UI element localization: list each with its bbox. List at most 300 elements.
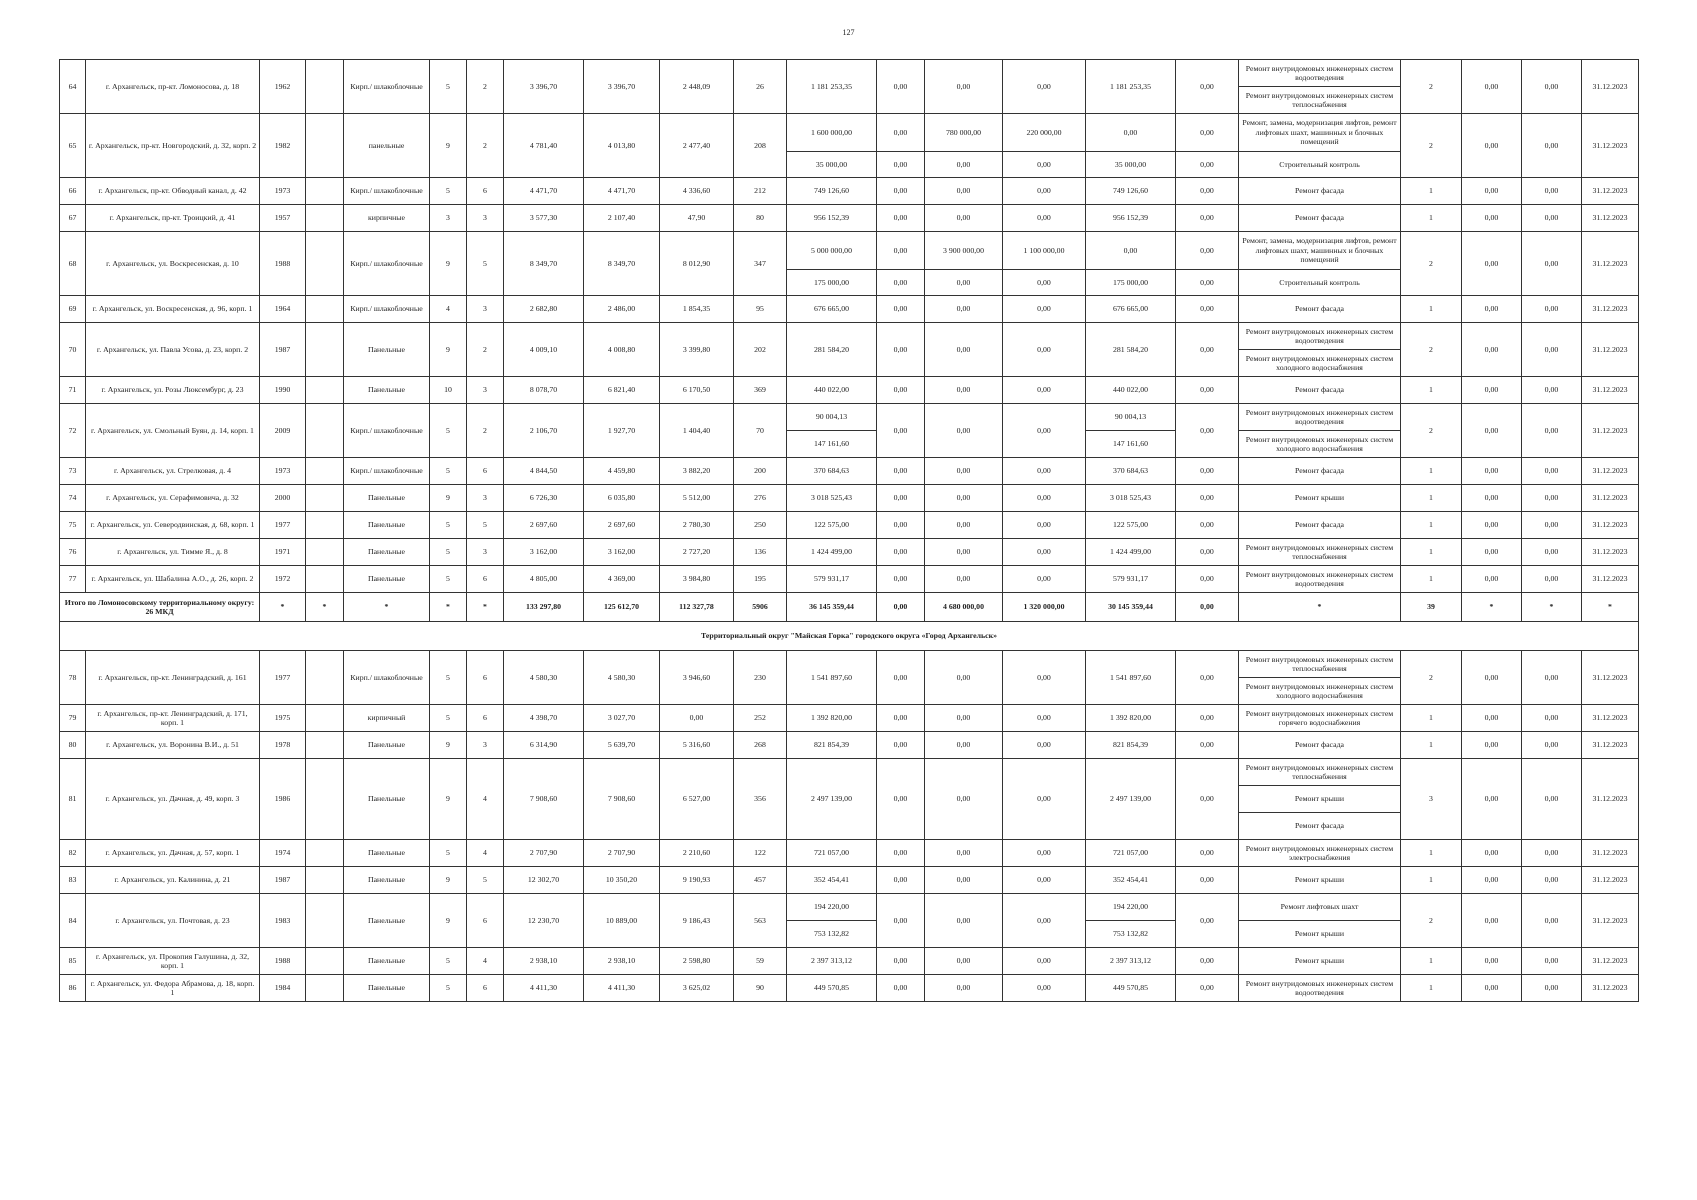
total-area-cell: 4 580,30 xyxy=(504,651,584,705)
living-area-cell: 7 908,60 xyxy=(584,759,660,840)
cost-other-cell: 0,00 xyxy=(1176,894,1239,948)
unit-cost-cell: 0,00 xyxy=(1462,178,1522,205)
empty-cell xyxy=(306,205,344,232)
cost-municipal-cell: 0,00 xyxy=(1003,759,1086,840)
cost-municipal-cell: 0,00 xyxy=(1003,840,1086,867)
residents-area-cell: 3 625,02 xyxy=(660,975,734,1002)
wall-material-cell: Кирп./ шлакоблочные xyxy=(344,458,430,485)
cost-fund-cell: 0,00 xyxy=(877,975,925,1002)
cost-other-cell: 0,00 xyxy=(1176,975,1239,1002)
cost-other-cell: 0,00 xyxy=(1176,404,1239,458)
max-unit-cost-cell: 0,00 xyxy=(1522,60,1582,114)
residents-count-cell: 457 xyxy=(734,867,787,894)
floors-cell: 9 xyxy=(430,732,467,759)
cost-total-cell: 749 126,60 xyxy=(787,178,877,205)
wall-material-cell: Панельные xyxy=(344,512,430,539)
cost-regional-cell: 0,00 xyxy=(925,377,1003,404)
empty-cell xyxy=(306,566,344,593)
address-cell: г. Архангельск, ул. Стрелковая, д. 4 xyxy=(86,458,260,485)
cost-municipal-cell: 0,00 xyxy=(1003,485,1086,512)
entrances-cell: 4 xyxy=(467,840,504,867)
table-row xyxy=(60,458,1639,485)
cost-fund-cell: 0,00 xyxy=(877,205,925,232)
residents-count-cell: 202 xyxy=(734,323,787,377)
residents-area-cell: 3 984,80 xyxy=(660,566,734,593)
cost-municipal-cell: 220 000,00 xyxy=(1003,114,1086,152)
work-type-cell: Ремонт внутридомовых инженерных систем водоотведения xyxy=(1239,566,1401,593)
cost-total-cell: 1 600 000,00 xyxy=(787,114,877,152)
residents-area-cell: 9 190,93 xyxy=(660,867,734,894)
work-type-cell: Ремонт внутридомовых инженерных систем холодного водоснабжения xyxy=(1239,431,1401,458)
work-type-cell: Ремонт фасада xyxy=(1239,512,1401,539)
cost-other-cell: 0,00 xyxy=(1176,323,1239,377)
row-number: 72 xyxy=(60,404,86,458)
cost-fund-cell: 0,00 xyxy=(877,404,925,458)
living-area-cell: 4 471,70 xyxy=(584,178,660,205)
cost-owners-cell: 2 397 313,12 xyxy=(1086,948,1176,975)
residents-count-cell: 250 xyxy=(734,512,787,539)
cost-total-cell: 721 057,00 xyxy=(787,840,877,867)
cost-total-cell: 175 000,00 xyxy=(787,270,877,296)
entrances-cell: 2 xyxy=(467,404,504,458)
cost-other-cell: 0,00 xyxy=(1176,232,1239,270)
unit-cost-cell: 0,00 xyxy=(1462,948,1522,975)
cost-other-cell: 0,00 xyxy=(1176,485,1239,512)
cost-owners-cell: 281 584,20 xyxy=(1086,323,1176,377)
entrances-cell: 3 xyxy=(467,205,504,232)
table-row xyxy=(60,485,1639,512)
table-row xyxy=(60,566,1639,593)
address-cell: г. Архангельск, ул. Калинина, д. 21 xyxy=(86,867,260,894)
cost-other-cell: 0,00 xyxy=(1176,114,1239,152)
living-area-cell: 2 938,10 xyxy=(584,948,660,975)
residents-count-cell: 252 xyxy=(734,705,787,732)
year-cell: 1988 xyxy=(260,948,306,975)
total-area-cell: 2 938,10 xyxy=(504,948,584,975)
living-area-cell: 3 396,70 xyxy=(584,60,660,114)
cost-regional-cell: 0,00 xyxy=(925,894,1003,948)
cost-regional-cell: 0,00 xyxy=(925,60,1003,114)
max-unit-cost-cell: 0,00 xyxy=(1522,759,1582,840)
floors-cell: 9 xyxy=(430,759,467,840)
cost-fund-cell: 0,00 xyxy=(877,705,925,732)
cost-other-cell: 0,00 xyxy=(1176,270,1239,296)
cost-municipal-cell: 0,00 xyxy=(1003,975,1086,1002)
entrances-cell: 2 xyxy=(467,323,504,377)
residents-area-cell: 2 448,09 xyxy=(660,60,734,114)
address-cell: г. Архангельск, ул. Северодвинская, д. 68, корп. 1 xyxy=(86,512,260,539)
star-cell: * xyxy=(344,593,430,622)
living-area-cell: 1 927,70 xyxy=(584,404,660,458)
star-cell: * xyxy=(430,593,467,622)
floors-cell: 5 xyxy=(430,178,467,205)
cost-regional-cell: 0,00 xyxy=(925,732,1003,759)
table-row xyxy=(60,296,1639,323)
cost-owners-cell: 30 145 359,44 xyxy=(1086,593,1176,622)
empty-cell xyxy=(306,178,344,205)
unit-cost-cell: 0,00 xyxy=(1462,296,1522,323)
unit-cost-cell: 0,00 xyxy=(1462,377,1522,404)
unit-cost-cell: 0,00 xyxy=(1462,323,1522,377)
cost-owners-cell: 749 126,60 xyxy=(1086,178,1176,205)
max-unit-cost-cell: 0,00 xyxy=(1522,948,1582,975)
works-count-cell: 1 xyxy=(1401,377,1462,404)
total-area-cell: 3 162,00 xyxy=(504,539,584,566)
row-number: 83 xyxy=(60,867,86,894)
cost-regional-cell: 0,00 xyxy=(925,323,1003,377)
cost-other-cell: 0,00 xyxy=(1176,732,1239,759)
year-cell: 1977 xyxy=(260,651,306,705)
cost-fund-cell: 0,00 xyxy=(877,323,925,377)
star-cell: * xyxy=(1462,593,1522,622)
residents-count-cell: 90 xyxy=(734,975,787,1002)
total-row xyxy=(60,593,1639,622)
cost-regional-cell: 4 680 000,00 xyxy=(925,593,1003,622)
wall-material-cell: Панельные xyxy=(344,485,430,512)
address-cell: г. Архангельск, пр-кт. Ленинградский, д. 171, корп. 1 xyxy=(86,705,260,732)
cost-total-cell: 352 454,41 xyxy=(787,867,877,894)
deadline-cell: 31.12.2023 xyxy=(1582,458,1639,485)
empty-cell xyxy=(306,894,344,948)
work-type-cell: Ремонт внутридомовых инженерных систем теплоснабжения xyxy=(1239,87,1401,114)
cost-regional-cell: 0,00 xyxy=(925,759,1003,840)
cost-owners-cell: 449 570,85 xyxy=(1086,975,1176,1002)
cost-total-cell: 36 145 359,44 xyxy=(787,593,877,622)
cost-other-cell: 0,00 xyxy=(1176,566,1239,593)
year-cell: 1975 xyxy=(260,705,306,732)
deadline-cell: 31.12.2023 xyxy=(1582,975,1639,1002)
cost-regional-cell: 0,00 xyxy=(925,485,1003,512)
empty-cell xyxy=(306,458,344,485)
cost-fund-cell: 0,00 xyxy=(877,485,925,512)
cost-total-cell: 1 181 253,35 xyxy=(787,60,877,114)
address-cell: г. Архангельск, ул. Воскресенская, д. 10 xyxy=(86,232,260,296)
unit-cost-cell: 0,00 xyxy=(1462,651,1522,705)
cost-fund-cell: 0,00 xyxy=(877,152,925,178)
work-type-cell: Ремонт внутридомовых инженерных систем водоотведения xyxy=(1239,323,1401,350)
residents-count-cell: 26 xyxy=(734,60,787,114)
deadline-cell: 31.12.2023 xyxy=(1582,114,1639,178)
unit-cost-cell: 0,00 xyxy=(1462,732,1522,759)
table-row xyxy=(60,894,1639,921)
cost-owners-cell: 821 854,39 xyxy=(1086,732,1176,759)
cost-total-cell: 676 665,00 xyxy=(787,296,877,323)
works-count-cell: 1 xyxy=(1401,867,1462,894)
cost-municipal-cell: 0,00 xyxy=(1003,512,1086,539)
address-cell: г. Архангельск, ул. Воронина В.И., д. 51 xyxy=(86,732,260,759)
work-type-cell: Ремонт внутридомовых инженерных систем горячего водоснабжения xyxy=(1239,705,1401,732)
table-row xyxy=(60,323,1639,350)
residents-count-cell: 59 xyxy=(734,948,787,975)
total-area-cell: 12 302,70 xyxy=(504,867,584,894)
cost-municipal-cell: 1 320 000,00 xyxy=(1003,593,1086,622)
total-area-cell: 4 805,00 xyxy=(504,566,584,593)
wall-material-cell: Панельные xyxy=(344,867,430,894)
wall-material-cell: Кирп./ шлакоблочные xyxy=(344,232,430,296)
wall-material-cell: Панельные xyxy=(344,566,430,593)
cost-regional-cell: 0,00 xyxy=(925,867,1003,894)
cost-other-cell: 0,00 xyxy=(1176,759,1239,840)
cost-other-cell: 0,00 xyxy=(1176,593,1239,622)
cost-regional-cell: 780 000,00 xyxy=(925,114,1003,152)
residents-area-cell: 8 012,90 xyxy=(660,232,734,296)
cost-owners-cell: 147 161,60 xyxy=(1086,431,1176,458)
total-area-cell: 4 844,50 xyxy=(504,458,584,485)
living-area-cell: 4 459,80 xyxy=(584,458,660,485)
address-cell: г. Архангельск, ул. Федора Абрамова, д. 18, корп. 1 xyxy=(86,975,260,1002)
floors-cell: 5 xyxy=(430,566,467,593)
cost-municipal-cell: 0,00 xyxy=(1003,404,1086,458)
cost-owners-cell: 676 665,00 xyxy=(1086,296,1176,323)
deadline-cell: 31.12.2023 xyxy=(1582,178,1639,205)
row-number: 74 xyxy=(60,485,86,512)
max-unit-cost-cell: 0,00 xyxy=(1522,404,1582,458)
row-number: 64 xyxy=(60,60,86,114)
max-unit-cost-cell: 0,00 xyxy=(1522,894,1582,948)
year-cell: 1972 xyxy=(260,566,306,593)
floors-cell: 5 xyxy=(430,512,467,539)
living-area-cell: 2 107,40 xyxy=(584,205,660,232)
cost-regional-cell: 0,00 xyxy=(925,705,1003,732)
entrances-cell: 5 xyxy=(467,232,504,296)
row-number: 66 xyxy=(60,178,86,205)
max-unit-cost-cell: 0,00 xyxy=(1522,651,1582,705)
entrances-cell: 3 xyxy=(467,296,504,323)
cost-owners-cell: 2 497 139,00 xyxy=(1086,759,1176,840)
max-unit-cost-cell: 0,00 xyxy=(1522,840,1582,867)
residents-count-cell: 212 xyxy=(734,178,787,205)
works-count-cell: 1 xyxy=(1401,705,1462,732)
cost-municipal-cell: 0,00 xyxy=(1003,948,1086,975)
district-header-row xyxy=(60,622,1639,651)
empty-cell xyxy=(306,975,344,1002)
year-cell: 1983 xyxy=(260,894,306,948)
entrances-cell: 6 xyxy=(467,651,504,705)
deadline-cell: 31.12.2023 xyxy=(1582,867,1639,894)
work-type-cell: Ремонт фасада xyxy=(1239,296,1401,323)
wall-material-cell: панельные xyxy=(344,114,430,178)
work-type-cell: Ремонт, замена, модернизация лифтов, ремонт лифтовых шахт, машинных и блочных помещений xyxy=(1239,232,1401,270)
cost-regional-cell: 0,00 xyxy=(925,404,1003,458)
cost-other-cell: 0,00 xyxy=(1176,705,1239,732)
max-unit-cost-cell: 0,00 xyxy=(1522,566,1582,593)
address-cell: г. Архангельск, ул. Тимме Я., д. 8 xyxy=(86,539,260,566)
wall-material-cell: Панельные xyxy=(344,539,430,566)
living-area-cell: 10 350,20 xyxy=(584,867,660,894)
floors-cell: 9 xyxy=(430,867,467,894)
works-count-cell: 2 xyxy=(1401,60,1462,114)
deadline-cell: 31.12.2023 xyxy=(1582,539,1639,566)
year-cell: 1971 xyxy=(260,539,306,566)
cost-fund-cell: 0,00 xyxy=(877,377,925,404)
cost-regional-cell: 0,00 xyxy=(925,270,1003,296)
table-row xyxy=(60,840,1639,867)
cost-fund-cell: 0,00 xyxy=(877,512,925,539)
cost-owners-cell: 753 132,82 xyxy=(1086,921,1176,948)
max-unit-cost-cell: 0,00 xyxy=(1522,377,1582,404)
works-count-cell: 3 xyxy=(1401,759,1462,840)
floors-cell: 5 xyxy=(430,539,467,566)
cost-owners-cell: 956 152,39 xyxy=(1086,205,1176,232)
residents-count-cell: 230 xyxy=(734,651,787,705)
entrances-cell: 3 xyxy=(467,732,504,759)
cost-fund-cell: 0,00 xyxy=(877,60,925,114)
cost-other-cell: 0,00 xyxy=(1176,539,1239,566)
year-cell: 1987 xyxy=(260,323,306,377)
entrances-cell: 6 xyxy=(467,705,504,732)
table-row xyxy=(60,377,1639,404)
year-cell: 1973 xyxy=(260,178,306,205)
cost-other-cell: 0,00 xyxy=(1176,458,1239,485)
work-type-cell: Ремонт фасада xyxy=(1239,178,1401,205)
work-type-cell: Ремонт внутридомовых инженерных систем электроснабжения xyxy=(1239,840,1401,867)
living-area-cell: 4 008,80 xyxy=(584,323,660,377)
max-unit-cost-cell: 0,00 xyxy=(1522,232,1582,296)
cost-municipal-cell: 0,00 xyxy=(1003,894,1086,948)
wall-material-cell: Панельные xyxy=(344,323,430,377)
cost-fund-cell: 0,00 xyxy=(877,539,925,566)
floors-cell: 3 xyxy=(430,205,467,232)
floors-cell: 5 xyxy=(430,840,467,867)
cost-other-cell: 0,00 xyxy=(1176,205,1239,232)
works-count-cell: 1 xyxy=(1401,178,1462,205)
year-cell: 1964 xyxy=(260,296,306,323)
wall-material-cell: Кирп./ шлакоблочные xyxy=(344,178,430,205)
cost-municipal-cell: 1 100 000,00 xyxy=(1003,232,1086,270)
work-type-cell: Ремонт крыши xyxy=(1239,948,1401,975)
table-row xyxy=(60,705,1639,732)
cost-total-cell: 2 497 139,00 xyxy=(787,759,877,840)
work-type-cell: Ремонт внутридомовых инженерных систем теплоснабжения xyxy=(1239,651,1401,678)
works-count-cell: 2 xyxy=(1401,651,1462,705)
works-count-cell: 1 xyxy=(1401,485,1462,512)
floors-cell: 5 xyxy=(430,705,467,732)
entrances-cell: 4 xyxy=(467,759,504,840)
cost-owners-cell: 194 220,00 xyxy=(1086,894,1176,921)
residents-area-cell: 9 186,43 xyxy=(660,894,734,948)
empty-cell xyxy=(306,948,344,975)
cost-owners-cell: 579 931,17 xyxy=(1086,566,1176,593)
work-type-cell: Ремонт внутридомовых инженерных систем водоотведения xyxy=(1239,60,1401,87)
floors-cell: 9 xyxy=(430,114,467,178)
entrances-cell: 6 xyxy=(467,458,504,485)
address-cell: г. Архангельск, пр-кт. Новгородский, д. 32, корп. 2 xyxy=(86,114,260,178)
unit-cost-cell: 0,00 xyxy=(1462,894,1522,948)
deadline-cell: 31.12.2023 xyxy=(1582,205,1639,232)
work-type-cell: Ремонт крыши xyxy=(1239,786,1401,813)
cost-municipal-cell: 0,00 xyxy=(1003,377,1086,404)
work-type-cell: Ремонт фасада xyxy=(1239,205,1401,232)
residents-count-cell: 347 xyxy=(734,232,787,296)
works-count-cell: 1 xyxy=(1401,732,1462,759)
cost-fund-cell: 0,00 xyxy=(877,840,925,867)
table-row xyxy=(60,60,1639,87)
cost-fund-cell: 0,00 xyxy=(877,593,925,622)
cost-other-cell: 0,00 xyxy=(1176,178,1239,205)
residents-area-cell: 112 327,78 xyxy=(660,593,734,622)
table-row xyxy=(60,759,1639,786)
living-area-cell: 4 369,00 xyxy=(584,566,660,593)
living-area-cell: 5 639,70 xyxy=(584,732,660,759)
cost-regional-cell: 0,00 xyxy=(925,840,1003,867)
living-area-cell: 4 580,30 xyxy=(584,651,660,705)
total-area-cell: 6 726,30 xyxy=(504,485,584,512)
total-area-cell: 2 106,70 xyxy=(504,404,584,458)
max-unit-cost-cell: 0,00 xyxy=(1522,323,1582,377)
cost-other-cell: 0,00 xyxy=(1176,377,1239,404)
empty-cell xyxy=(306,539,344,566)
cost-owners-cell: 3 018 525,43 xyxy=(1086,485,1176,512)
deadline-cell: 31.12.2023 xyxy=(1582,705,1639,732)
star-cell: * xyxy=(467,593,504,622)
living-area-cell: 4 013,80 xyxy=(584,114,660,178)
cost-fund-cell: 0,00 xyxy=(877,948,925,975)
works-count-cell: 1 xyxy=(1401,566,1462,593)
cost-regional-cell: 0,00 xyxy=(925,539,1003,566)
residents-area-cell: 6 170,50 xyxy=(660,377,734,404)
cost-fund-cell: 0,00 xyxy=(877,296,925,323)
year-cell: 1990 xyxy=(260,377,306,404)
work-type-cell: Ремонт фасада xyxy=(1239,732,1401,759)
row-number: 82 xyxy=(60,840,86,867)
living-area-cell: 6 821,40 xyxy=(584,377,660,404)
district-title: Территориальный округ "Майская Горка" городского округа «Город Архангельск» xyxy=(60,622,1639,651)
residents-count-cell: 268 xyxy=(734,732,787,759)
work-type-cell: Ремонт внутридомовых инженерных систем теплоснабжения xyxy=(1239,759,1401,786)
cost-total-cell: 35 000,00 xyxy=(787,152,877,178)
address-cell: г. Архангельск, пр-кт. Троицкий, д. 41 xyxy=(86,205,260,232)
year-cell: 1962 xyxy=(260,60,306,114)
wall-material-cell: кирпичные xyxy=(344,205,430,232)
address-cell: г. Архангельск, пр-кт. Ленинградский, д. 161 xyxy=(86,651,260,705)
address-cell: г. Архангельск, ул. Павла Усова, д. 23, корп. 2 xyxy=(86,323,260,377)
cost-owners-cell: 35 000,00 xyxy=(1086,152,1176,178)
cost-total-cell: 753 132,82 xyxy=(787,921,877,948)
total-area-cell: 4 781,40 xyxy=(504,114,584,178)
deadline-cell: 31.12.2023 xyxy=(1582,485,1639,512)
cost-other-cell: 0,00 xyxy=(1176,512,1239,539)
max-unit-cost-cell: 0,00 xyxy=(1522,296,1582,323)
total-area-cell: 4 398,70 xyxy=(504,705,584,732)
table-row xyxy=(60,651,1639,678)
entrances-cell: 6 xyxy=(467,975,504,1002)
cost-owners-cell: 1 541 897,60 xyxy=(1086,651,1176,705)
cost-municipal-cell: 0,00 xyxy=(1003,270,1086,296)
deadline-cell: 31.12.2023 xyxy=(1582,296,1639,323)
cost-municipal-cell: 0,00 xyxy=(1003,152,1086,178)
year-cell: 1957 xyxy=(260,205,306,232)
cost-regional-cell: 0,00 xyxy=(925,152,1003,178)
residents-area-cell: 2 727,20 xyxy=(660,539,734,566)
total-area-cell: 8 349,70 xyxy=(504,232,584,296)
table-row xyxy=(60,232,1639,270)
cost-total-cell: 194 220,00 xyxy=(787,894,877,921)
empty-cell xyxy=(306,404,344,458)
unit-cost-cell: 0,00 xyxy=(1462,705,1522,732)
residents-count-cell: 276 xyxy=(734,485,787,512)
works-count-cell: 1 xyxy=(1401,296,1462,323)
wall-material-cell: кирпичный xyxy=(344,705,430,732)
cost-fund-cell: 0,00 xyxy=(877,759,925,840)
floors-cell: 5 xyxy=(430,60,467,114)
total-area-cell: 3 396,70 xyxy=(504,60,584,114)
living-area-cell: 3 162,00 xyxy=(584,539,660,566)
cost-owners-cell: 721 057,00 xyxy=(1086,840,1176,867)
work-type-cell: Ремонт внутридомовых инженерных систем холодного водоснабжения xyxy=(1239,350,1401,377)
unit-cost-cell: 0,00 xyxy=(1462,759,1522,840)
works-count-cell: 2 xyxy=(1401,323,1462,377)
year-cell: 1982 xyxy=(260,114,306,178)
